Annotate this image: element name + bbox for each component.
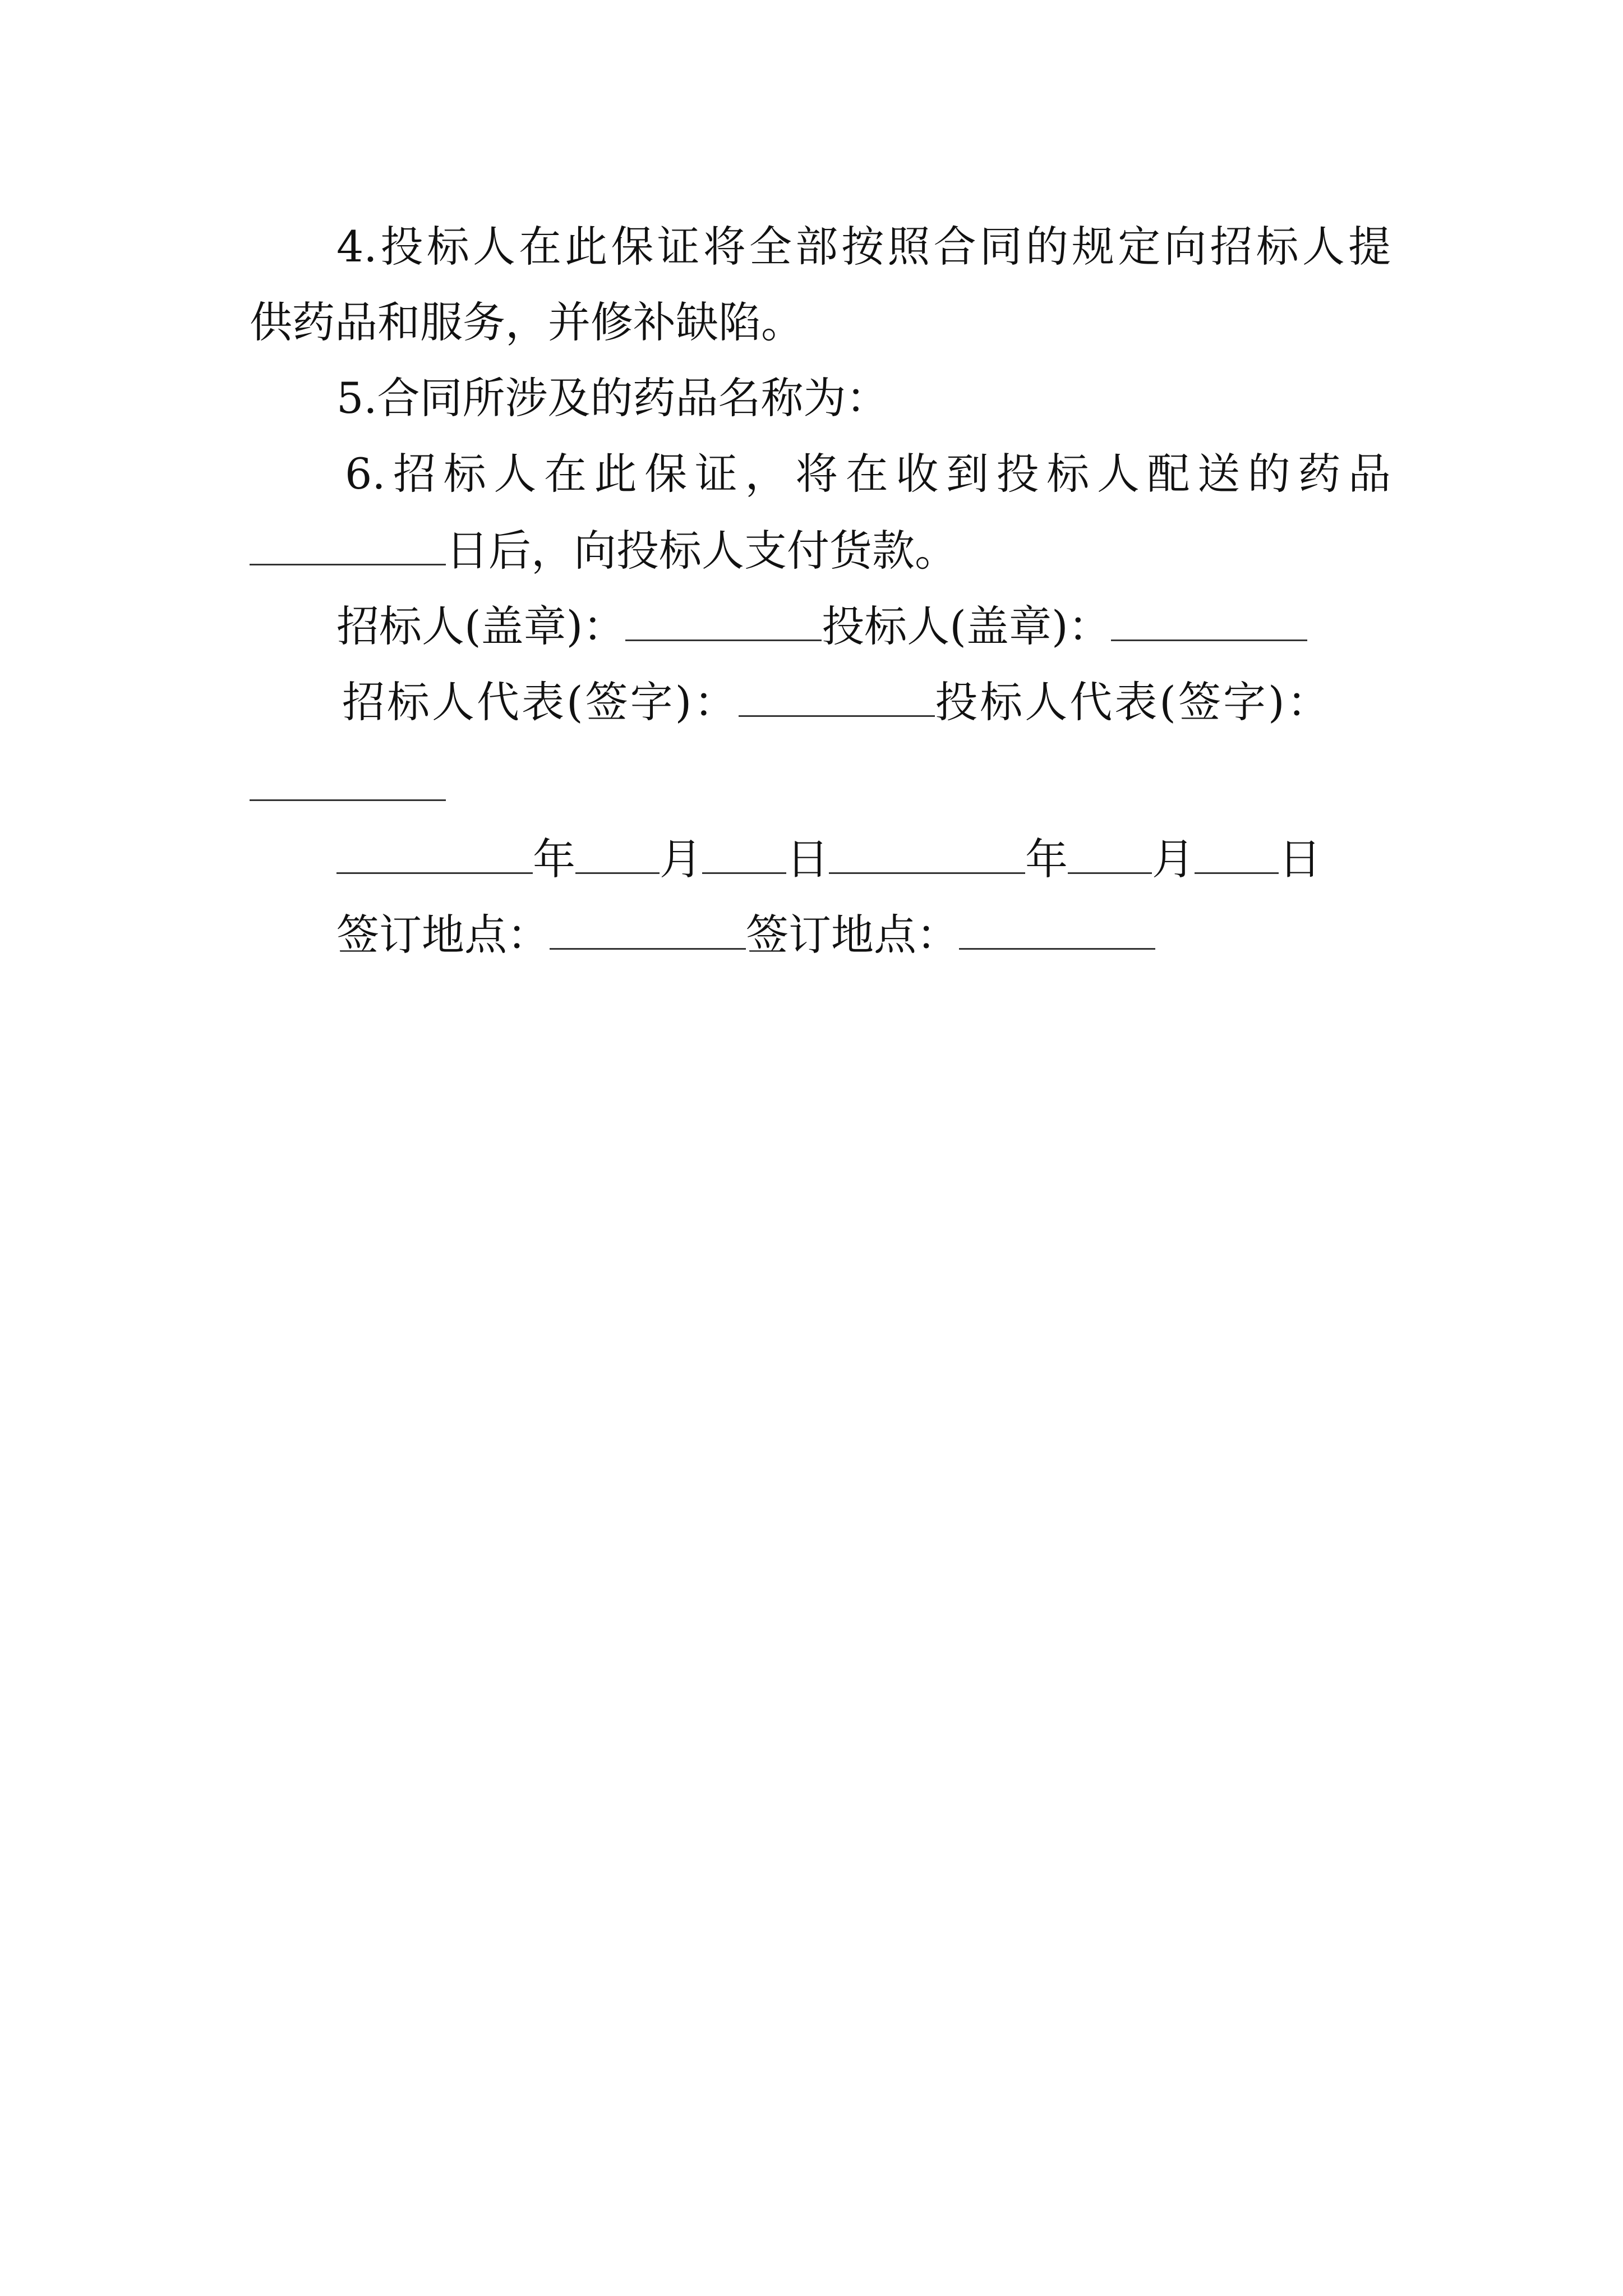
bidder-month-blank[interactable] xyxy=(1068,833,1152,874)
bidder-seal-label: 投标人(盖章)： xyxy=(822,601,1111,651)
bidder-year-blank[interactable] xyxy=(829,833,1025,874)
tenderer-day-blank[interactable] xyxy=(702,833,786,874)
representative-row xyxy=(342,676,1332,726)
tenderer-seal-blank[interactable] xyxy=(625,600,822,641)
bidder-rep-blank[interactable] xyxy=(250,769,446,801)
clause-6-line-1: 6.招标人在此保证，将在收到投标人配送的药品 xyxy=(345,449,1391,499)
clause-6-line-2-text: 日后，向投标人支付货款。 xyxy=(446,526,957,576)
tenderer-rep-label: 招标人代表(签字)： xyxy=(342,677,739,727)
bidder-year-label: 年 xyxy=(1025,834,1068,884)
tenderer-seal-label: 招标人(盖章)： xyxy=(336,601,626,651)
bidder-place-label: 签订地点： xyxy=(746,910,959,960)
clause-4-line-1: 4.投标人在此保证将全部按照合同的规定向招标人提 xyxy=(336,222,1391,272)
bidder-day-blank[interactable] xyxy=(1195,833,1279,874)
bidder-seal-blank[interactable] xyxy=(1111,600,1307,641)
tenderer-year-blank[interactable] xyxy=(336,833,533,874)
tenderer-place-label: 签订地点： xyxy=(336,910,550,960)
seal-row xyxy=(336,600,1307,651)
tenderer-place-blank[interactable] xyxy=(550,909,746,950)
bidder-rep-label: 投标人代表(签字)： xyxy=(935,677,1332,727)
bidder-day-label: 日 xyxy=(1279,834,1321,884)
clause-5: 5.合同所涉及的药品名称为： xyxy=(336,373,889,423)
tenderer-rep-blank[interactable] xyxy=(739,676,935,717)
tenderer-day-label: 日 xyxy=(786,834,829,884)
tenderer-month-label: 月 xyxy=(660,834,702,884)
clause-4-line-2: 供药品和服务，并修补缺陷。 xyxy=(250,297,804,347)
clause-6-line-2 xyxy=(250,524,957,575)
date-row xyxy=(336,833,1321,884)
bidder-place-blank[interactable] xyxy=(959,909,1155,950)
place-row xyxy=(336,909,1155,959)
bidder-month-label: 月 xyxy=(1152,834,1195,884)
tenderer-year-label: 年 xyxy=(533,834,575,884)
tenderer-month-blank[interactable] xyxy=(575,833,660,874)
payment-days-blank[interactable] xyxy=(250,524,446,565)
